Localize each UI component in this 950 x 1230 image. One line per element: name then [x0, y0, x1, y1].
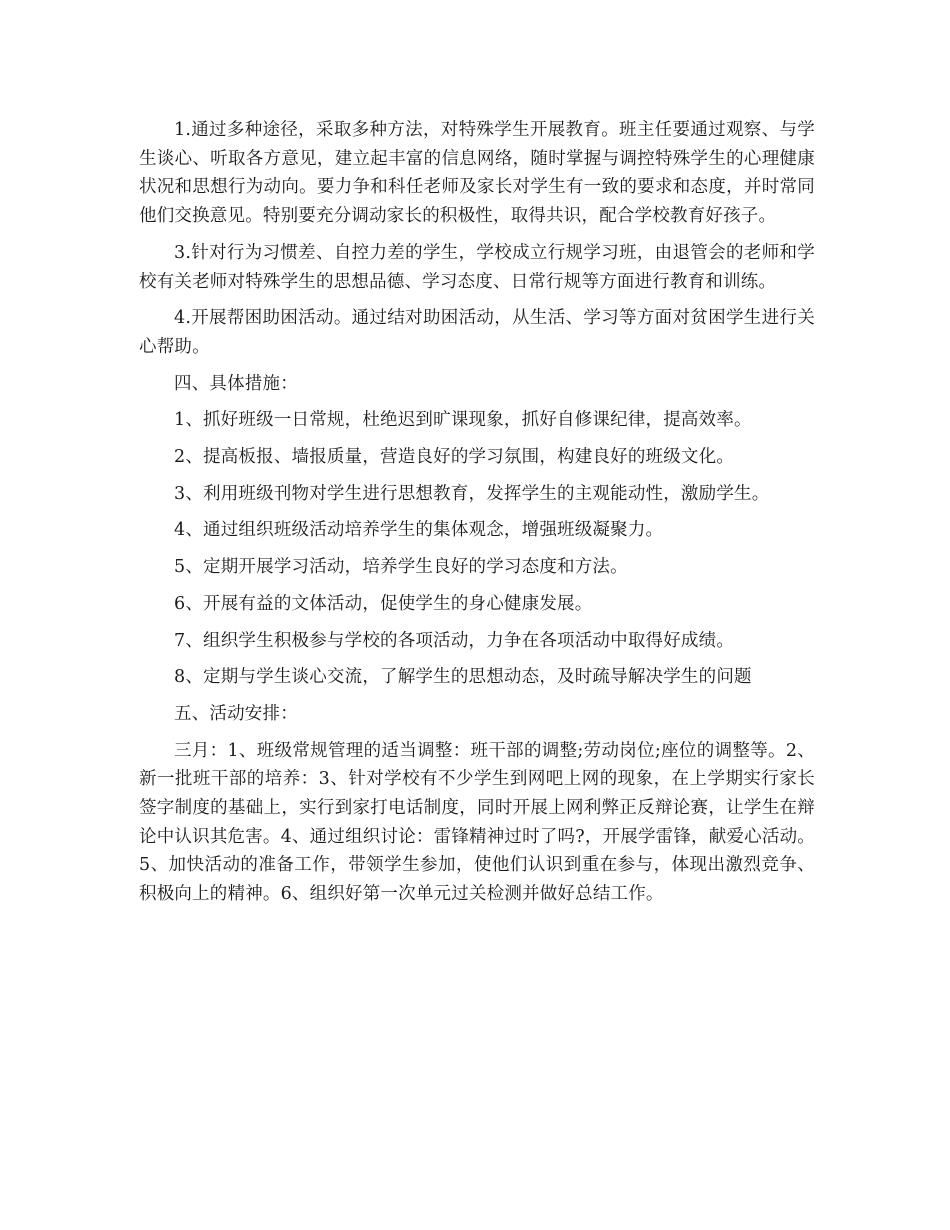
measure-item-1: 1、抓好班级一日常规，杜绝迟到旷课现象，抓好自修课纪律，提高效率。: [174, 410, 752, 431]
document-body: [139, 116, 815, 909]
paragraph-4: 4.开展帮困助困活动。通过结对助困活动，从生活、学习等方面对贫困学生进行关心帮助。: [139, 308, 815, 357]
measure-item-8: 8、定期与学生谈心交流，了解学生的思想动态，及时疏导解决学生的问题: [174, 667, 752, 688]
measure-item-2: 2、提高板报、墙报质量，营造良好的学习氛围，构建良好的班级文化。: [174, 447, 735, 468]
measure-item-4: 4、通过组织班级活动培养学生的集体观念，增强班级凝聚力。: [174, 520, 664, 541]
measure-item-7: 7、组织学生积极参与学校的各项活动，力争在各项活动中取得好成绩。: [174, 630, 735, 651]
measure-item-6: 6、开展有益的文体活动，促使学生的身心健康发展。: [174, 593, 593, 614]
paragraph-1: 1.通过多种途径，采取多种方法，对特殊学生开展教育。班主任要通过观察、与学生谈心、听取各方意见，建立起丰富的信息网络，随时掌握与调控特殊学生的心理健康状况和思想行为动向。要力争和科任老师及家长对学生有一致的要求和态度，并时常同他们交换意见。特别要充分调动家长的积极性，取得共识，配合学校教育好孩子。: [139, 120, 815, 227]
paragraph-3: 3.针对行为习惯差、自控力差的学生，学校成立行规学习班，由退管会的老师和学校有关老师对特殊学生的思想品德、学习态度、日常行规等方面进行教育和训练。: [139, 242, 815, 292]
measure-item-3: 3、利用班级刊物对学生进行思想教育，发挥学生的主观能动性，激励学生。: [174, 483, 770, 504]
activity-march: 三月：1、班级常规管理的适当调整：班干部的调整;劳动岗位;座位的调整等。2、新一批班干部的培养：3、针对学校有不少学生到网吧上网的现象，在上学期实行家长签字制度的基础上，实行到家打电话制度，同时开展上网利弊正反辩论赛，让学生在辩论中认识其危害。4、通过组织讨论：雷锋精神过时了吗?，开展学雷锋，献爱心活动。5、加快活动的准备工作，带领学生参加，使他们认识到重在参与，体现出激烈竞争、积极向上的精神。6、组织好第一次单元过关检测并做好总结工作。: [139, 740, 815, 905]
measure-item-5: 5、定期开展学习活动，培养学生良好的学习态度和方法。: [174, 557, 628, 578]
section-heading-activities: 五、活动安排：: [174, 703, 298, 724]
section-heading-measures: 四、具体措施：: [174, 373, 298, 394]
